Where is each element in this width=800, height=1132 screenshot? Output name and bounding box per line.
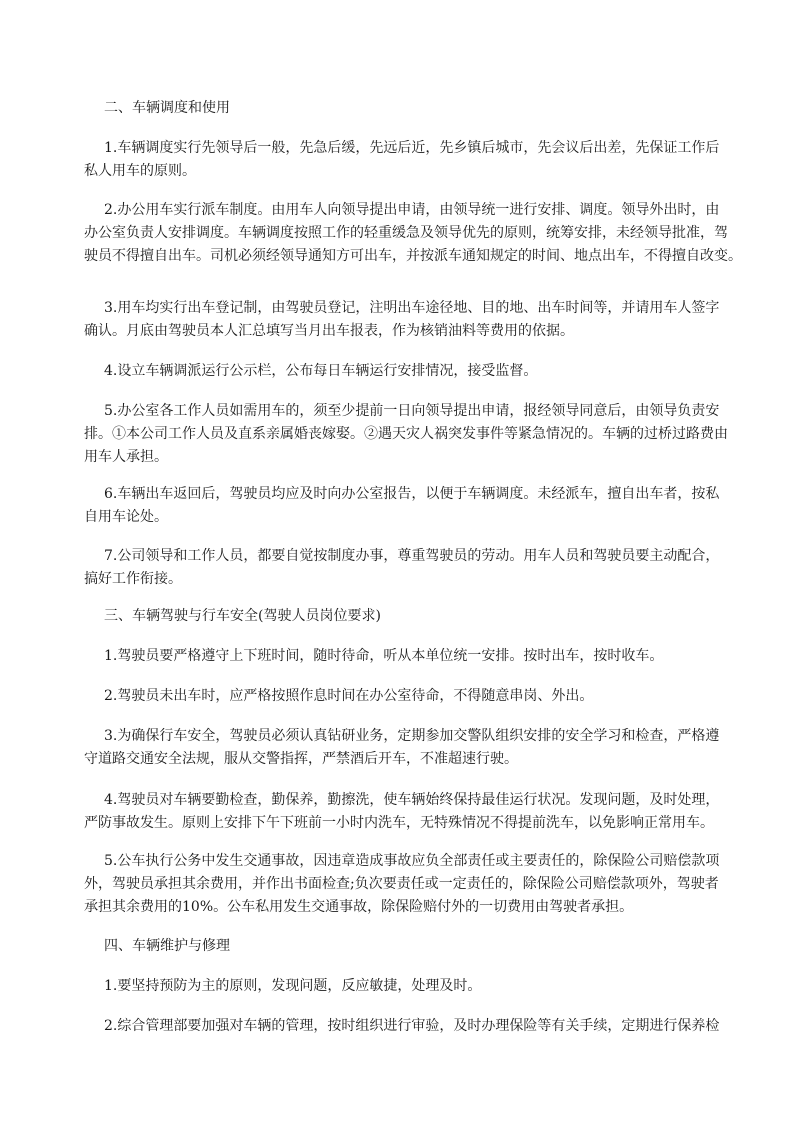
text-line: 二、车辆调度和使用 xyxy=(104,100,230,116)
text-line: 1.车辆调度实行先领导后一般，先急后缓，先远后近，先乡镇后城市，先会议后出差，先保证工作后 xyxy=(104,140,720,156)
paragraph-dispatch-principle xyxy=(84,137,740,183)
text-line: 2.驾驶员未出车时，应严格按照作息时间在办公室待命，不得随意串岗、外出。 xyxy=(104,688,594,704)
text-line: 2.办公用车实行派车制度。由用车人向领导提出申请，由领导统一进行安排、调度。领导外出时，由 xyxy=(104,202,720,218)
text-line: 2.综合管理部要加强对车辆的管理，按时组织进行审验，及时办理保险等有关手续，定期进行保养检 xyxy=(104,1018,720,1034)
text-line: 三、车辆驾驶与行车安全(驾驶人员岗位要求) xyxy=(104,608,381,624)
text-line: 用车人承担。 xyxy=(84,449,168,465)
paragraph-management-dept xyxy=(104,1015,740,1038)
text-line: 四、车辆维护与修理 xyxy=(104,938,230,954)
text-line: 5.办公室各工作人员如需用车的，须至少提前一日向领导提出申请，报经领导同意后，由领导负责安 xyxy=(104,403,720,419)
paragraph-trip-registration xyxy=(84,297,740,343)
text-line: 驶员不得擅自出车。司机必须经领导通知方可出车，并按派车通知规定的时间、地点出车，不得擅自改变。 xyxy=(84,248,742,264)
paragraph-cooperation xyxy=(84,545,740,591)
text-line: 7.公司领导和工作人员，都要自觉按制度办事，尊重驾驶员的劳动。用车人员和驾驶员要主动配合， xyxy=(104,548,720,564)
text-line: 排。①本公司工作人员及直系亲属婚丧嫁娶。②遇天灾人祸突发事件等紧急情况的。车辆的过桥过路费由 xyxy=(84,426,728,442)
text-line: 严防事故发生。原则上安排下午下班前一小时内洗车，无特殊情况不得提前洗车，以免影响正常用车。 xyxy=(84,815,714,831)
text-line: 确认。月底由驾驶员本人汇总填写当月出车报表，作为核销油料等费用的依据。 xyxy=(84,323,574,339)
text-line: 承担其余费用的10%。公车私用发生交通事故，除保险赔付外的一切费用由驾驶者承担。 xyxy=(84,899,634,915)
text-line: 1.要坚持预防为主的原则，发现问题，反应敏捷，处理及时。 xyxy=(104,978,482,994)
section-heading-driving-safety xyxy=(104,605,740,628)
section-heading-maintenance xyxy=(104,935,740,958)
paragraph-return-report xyxy=(84,483,740,529)
text-line: 4.驾驶员对车辆要勤检查，勤保养，勤擦洗，使车辆始终保持最佳运行状况。发现问题，及时处理， xyxy=(104,792,720,808)
text-line: 3.用车均实行出车登记制，由驾驶员登记，注明出车途径地、目的地、出车时间等，并请用车人签字 xyxy=(104,300,720,316)
paragraph-prevention xyxy=(104,975,740,998)
text-line: 6.车辆出车返回后，驾驶员均应及时向办公室报告，以便于车辆调度。未经派车，擅自出车者，按私 xyxy=(104,486,720,502)
paragraph-standby xyxy=(104,685,740,708)
text-line: 守道路交通安全法规，服从交警指挥，严禁酒后开车，不准超速行驶。 xyxy=(84,751,518,767)
paragraph-work-hours xyxy=(104,645,740,668)
section-heading-vehicle-dispatch xyxy=(104,97,740,120)
text-line: 自用车论处。 xyxy=(84,509,168,525)
text-line: 办公室负责人安排调度。车辆调度按照工作的轻重缓急及领导优先的原则，统筹安排，未经领导批准，驾 xyxy=(84,225,728,241)
text-line: 外，驾驶员承担其余费用，并作出书面检查;负次要责任或一定责任的，除保险公司赔偿款项外，驾驶者 xyxy=(84,876,719,892)
paragraph-accident-liability xyxy=(84,850,740,919)
paragraph-traffic-safety xyxy=(84,725,740,771)
text-line: 搞好工作衔接。 xyxy=(84,571,182,587)
paragraph-dispatch-system xyxy=(84,199,742,268)
paragraph-notice-board xyxy=(104,360,740,383)
text-line: 私人用车的原则。 xyxy=(84,163,196,179)
paragraph-vehicle-care xyxy=(84,789,740,835)
text-line: 5.公车执行公务中发生交通事故，因违章造成事故应负全部责任或主要责任的，除保险公司赔偿款项 xyxy=(104,853,720,869)
text-line: 1.驾驶员要严格遵守上下班时间，随时待命，听从本单位统一安排。按时出车，按时收车。 xyxy=(104,648,664,664)
text-line: 3.为确保行车安全，驾驶员必须认真钻研业务，定期参加交警队组织安排的安全学习和检查，严格遵 xyxy=(104,728,720,744)
paragraph-staff-requests xyxy=(84,400,740,469)
text-line: 4.设立车辆调派运行公示栏，公布每日车辆运行安排情况，接受监督。 xyxy=(104,363,538,379)
